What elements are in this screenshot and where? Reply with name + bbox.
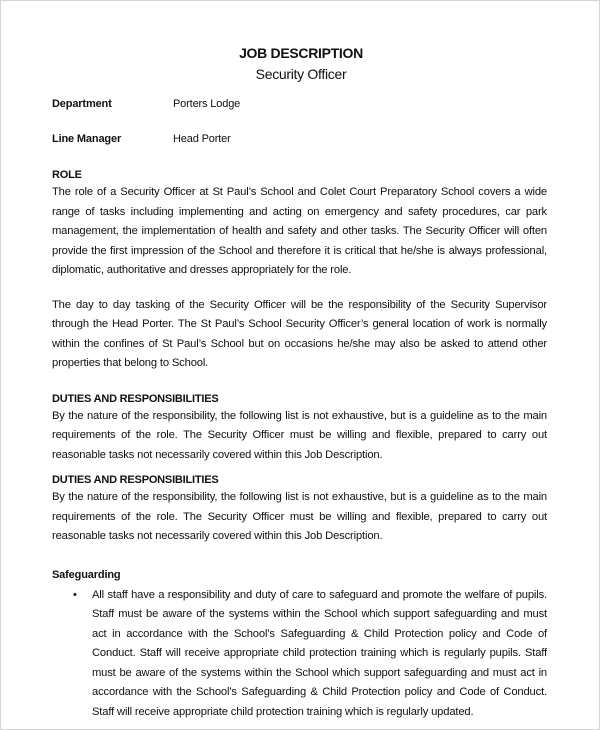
line-manager-value: Head Porter	[173, 133, 231, 145]
duties-heading-2: DUTIES AND RESPONSIBILITIES	[52, 474, 219, 486]
department-value: Porters Lodge	[173, 98, 241, 110]
role-paragraph-1: The role of a Security Officer at St Paul’s School and Colet Court Preparatory School covers a wide range of tasks including implementing and acting on emergency and safety procedures, car park management, the implementation of health and safety and other tasks. The Security Officer will often provide the first impression of the School and therefore it is critical that he/she is always professional, diplomatic, authoritative and dresses appropriately for the role.	[52, 186, 547, 276]
role-paragraph-2: The day to day tasking of the Security Officer will be the responsibility of the Security Supervisor through the Head Porter. The St Paul’s School Security Officer’s general location of work is normally within the confines of St Paul’s School but on occasions he/she may also be asked to attend other properties that belong to School.	[52, 298, 547, 369]
safeguarding-list-item	[52, 586, 547, 723]
document-title: JOB DESCRIPTION	[239, 45, 363, 61]
safeguarding-item-text: All staff have a responsibility and duty of care to safeguard and promote the welfare of pupils. Staff must be aware of the systems within the School which support safeguarding and must act in accordance with the School’s Safeguarding & Child Protection policy and Code of Conduct. Staff will receive appropriate child protection training which is regularly pupils. Staff must be aware of the systems within the School which support safeguarding and must act in accordance with the School’s Safeguarding & Child Protection policy and Code of Conduct. Staff will receive appropriate child protection training which is regularly updated.	[92, 588, 547, 718]
duties-paragraph-2: By the nature of the responsibility, the following list is not exhaustive, but is a guideline as to the main requirements of the role. The Security Officer must be willing and flexible, prepared to carry out reasonable tasks not necessarily covered within this Job Description.	[52, 491, 547, 542]
role-heading: ROLE	[52, 169, 82, 181]
document-subtitle: Security Officer	[255, 66, 347, 82]
line-manager-label: Line Manager	[52, 133, 122, 145]
document-body	[52, 167, 547, 722]
bullet-icon: •	[73, 588, 77, 601]
department-label: Department	[52, 98, 112, 110]
duties-heading-1: DUTIES AND RESPONSIBILITIES	[52, 392, 219, 405]
duties-paragraph-1: By the nature of the responsibility, the following list is not exhaustive, but is a guideline as to the main requirements of the role. The Security Officer must be willing and flexible, prepared to carry out reasonable tasks not necessarily covered within this Job Description.	[52, 409, 547, 461]
safeguarding-heading: Safeguarding	[52, 568, 121, 581]
